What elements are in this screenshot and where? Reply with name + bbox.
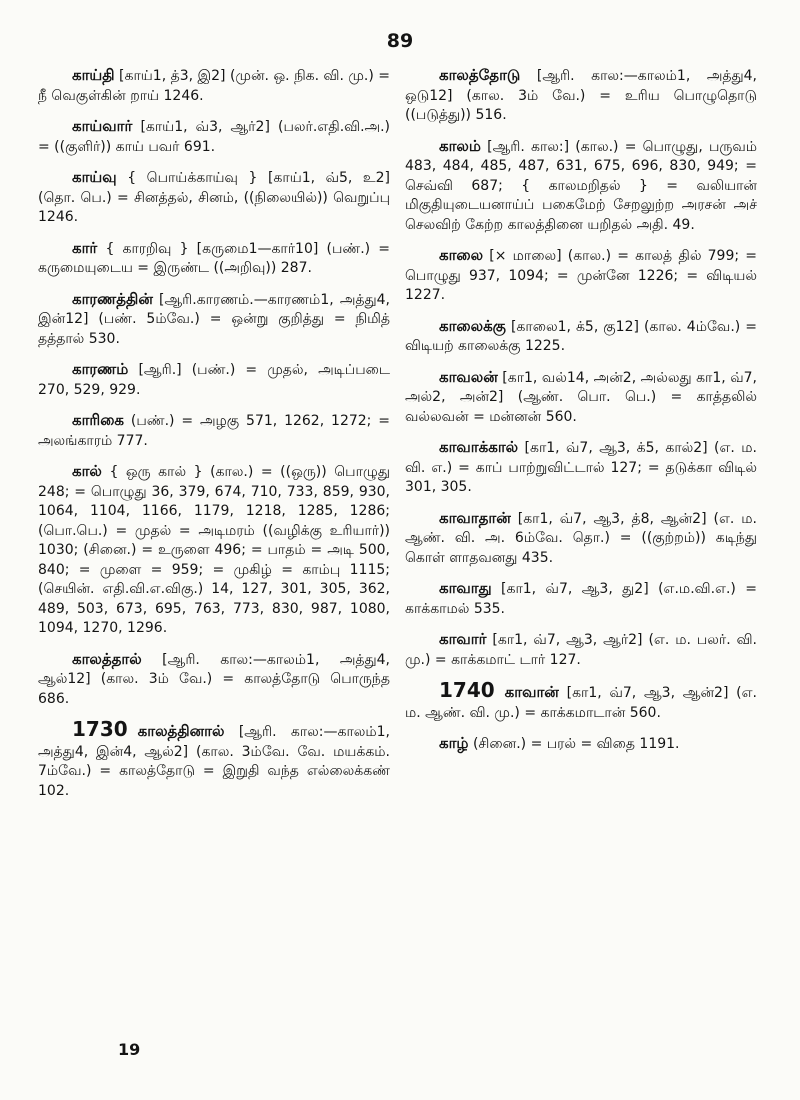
dictionary-entry xyxy=(38,66,390,106)
entry-text: { பொய்க்காய்வு } [காய்1, வ்5, உ2] (தொ. பெ.) = சினத்தல், சினம், ((நிலையில்)) வெறுப்பு 1246. xyxy=(38,170,390,225)
verse-number: 1740 xyxy=(439,678,495,702)
dictionary-entry xyxy=(38,239,390,279)
entry-headword: காலம் xyxy=(439,136,481,155)
dictionary-entry xyxy=(405,438,757,498)
entry-headword: காவார் xyxy=(439,630,487,648)
entry-headword: காவலன் xyxy=(439,367,498,386)
entry-headword: காய்தி xyxy=(72,66,115,84)
entry-text: [கா1, வ்7, ஆ3, து2] (எ.ம.வி.எ.) = காக்காமல் 535. xyxy=(405,581,757,617)
entry-text: (பண்.) = அழகு 571, 1262, 1272; = அலங்காரம் 777. xyxy=(38,413,390,449)
entry-text: [கா1, வ்7, ஆ3, க்5, கால்2] (எ. ம. வி. எ.) = காப் பாற்றுவிட்டால் 127; = தடுக்கா விடில் 301, 305. xyxy=(405,440,758,495)
entry-text: (சினை.) = பரல் = விதை 1191. xyxy=(472,736,680,752)
entry-headword: காலைக்கு xyxy=(439,316,506,335)
page-number: 89 xyxy=(386,30,414,52)
entry-text: [கா1, வ்7, ஆ3, த்8, ஆன்2] (எ. ம. ஆண். வி. அ. 6ம்வே. தொ.) = ((குற்றம்)) கடிந்து கொள் ளாதவனது 435. xyxy=(405,510,757,566)
entry-headword: காரணம் xyxy=(72,360,129,378)
right-column xyxy=(405,66,757,766)
entry-text: [ஆரி. கால:] (கால.) = பொழுது, பருவம் 483, 484, 485, 487, 631, 675, 696, 830, 949; = செவ்வி 687; { காலமறிதல் } = வலியான் மிகுதியுடையனாய்ப் பகைமேற் சேறலுற்ற அரசன் அச் செலவிற் கேற்ற காலத்தினை யறிதல் அதி. 49. xyxy=(405,138,758,233)
entry-headword: காவான் xyxy=(504,683,559,701)
verse-number: 1730 xyxy=(72,717,128,741)
entry-text: [கா1, வல்14, அன்2, அல்லது கா1, வ்7, அல்2, அன்2] (ஆண். பொ. பெ.) = காத்தலில் வல்லவன் = மன்னன் 560. xyxy=(405,369,757,425)
dictionary-entry xyxy=(405,630,757,670)
entry-headword: காரிகை xyxy=(72,411,125,429)
entry-headword: காலத்தோடு xyxy=(439,66,521,84)
entry-headword: காலை xyxy=(439,246,484,264)
entry-headword: காவாக்கால் xyxy=(439,438,519,456)
entry-text: [ஆரி.காரணம்.—காரணம்1, அத்து4, இன்12] (பண். 5ம்வே.) = ஒன்று குறித்து = நிமித் தத்தால் 530. xyxy=(38,291,390,347)
entry-text: { காரறிவு } [கருமை1—கார்10] (பண்.) = கருமையுடைய = இருண்ட ((அறிவு)) 287. xyxy=(38,240,390,276)
dictionary-entry xyxy=(405,368,757,428)
dictionary-entry xyxy=(38,168,390,228)
entry-headword: காய்வார் xyxy=(72,117,133,135)
left-column xyxy=(38,66,390,812)
dictionary-entry xyxy=(38,360,390,400)
dictionary-entry xyxy=(405,317,757,357)
entry-headword: காவாது xyxy=(439,579,492,597)
entry-text: { ஒரு கால் } (கால.) = ((ஒரு)) பொழுது 248; = பொழுது 36, 379, 674, 710, 733, 859, 930, 1064, 1104, 1166, 1179, 1218, 1285, 1286; (பொ.பெ.) = முதல் = அடிமரம் ((வழிக்கு உரியார்)) 1030; (சினை.) = உருளை 496; = பாதம் = அடி 500, 840; = முளை = 959; = முகிழ் = காம்பு 1115; (செயின். எதி.வி.எ.விகு.) 14, 127, 301, 305, 362, 489, 503, 673, 695, 763, 773, 830, 987, 1080, 1094, 1270, 1296. xyxy=(38,464,390,636)
signature-mark: 19 xyxy=(118,1040,141,1059)
entry-text: [கா1, வ்7, ஆ3, ஆர்2] (எ. ம. பலர். வி. மு.) = காக்கமாட் டார் 127. xyxy=(405,632,757,668)
entry-text: [கா1, வ்7, ஆ3, ஆன்2] (எ. ம. ஆண். வி. மு.) = காக்கமாடான் 560. xyxy=(405,685,758,721)
entry-text: [ஆரி. கால:—காலம்1, அத்து4, ஆல்12] (கால. 3ம் வே.) = காலத்தோடு பொருந்த 686. xyxy=(38,651,391,707)
dictionary-entry xyxy=(38,117,390,157)
entry-text: [ஆரி. கால:—காலம்1, அத்து4, ஒடு12] (கால. 3ம் வே.) = உரிய பொழுதொடு ((படுத்து)) 516. xyxy=(405,68,758,123)
entry-headword: காழ் xyxy=(439,734,469,752)
entry-headword: கால் xyxy=(72,462,102,480)
dictionary-entry xyxy=(405,734,757,755)
dictionary-entry xyxy=(405,66,757,126)
entry-text: [ஆரி.] (பண்.) = முதல், அடிப்படை 270, 529, 929. xyxy=(38,362,390,398)
entry-headword: கார் xyxy=(72,238,98,257)
dictionary-entry xyxy=(38,290,390,350)
dictionary-entry xyxy=(38,650,390,710)
entry-headword: காவாதான் xyxy=(439,508,511,527)
entry-text: [ஆரி. கால:—காலம்1, அத்து4, இன்4, ஆல்2] (கால. 3ம்வே. வே. மயக்கம். 7ம்வே.) = காலத்தோடு = இறுதி வந்த எல்லைக்கண் 102. xyxy=(38,724,391,799)
entry-text: [காய்1, வ்3, ஆர்2] (பலர்.எதி.வி.அ.) = ((குளிர்)) காய் பவர் 691. xyxy=(38,119,391,155)
dictionary-entry xyxy=(405,579,757,619)
dictionary-entry xyxy=(405,137,757,236)
dictionary-entry xyxy=(38,717,391,801)
entry-headword: காய்வு xyxy=(72,168,117,186)
entry-text: [× மாலை] (கால.) = காலத் தில் 799; = பொழுது 937, 1094; = முன்னே 1226; = விடியல் 1227. xyxy=(405,248,757,303)
entry-headword: காரணத்தின் xyxy=(72,289,153,308)
entry-text: [காலை1, க்5, கு12] (கால. 4ம்வே.) = விடியற் காலைக்கு 1225. xyxy=(405,318,757,354)
dictionary-entry xyxy=(405,678,758,723)
dictionary-entry xyxy=(405,509,757,569)
dictionary-entry xyxy=(38,462,390,639)
dictionary-entry xyxy=(38,411,390,451)
entry-text: [காய்1, த்3, இ2] (முன். ஒ. நிக. வி. மு.) = நீ வெகுள்கின் றாய் 1246. xyxy=(38,68,390,104)
entry-headword: காலத்தால் xyxy=(72,649,142,668)
entry-headword: காலத்தினால் xyxy=(137,722,225,740)
dictionary-entry xyxy=(405,246,757,306)
